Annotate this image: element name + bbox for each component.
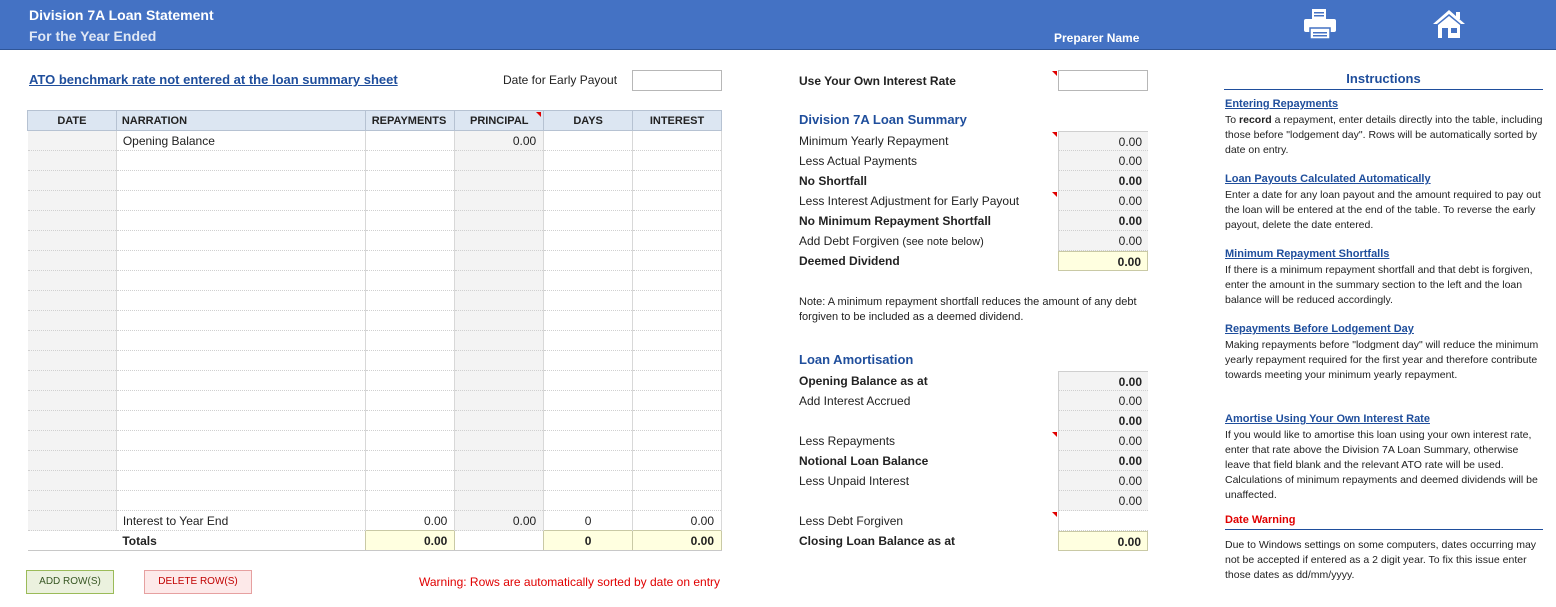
cell-narration[interactable] [116,291,366,311]
cell-date[interactable] [28,291,117,311]
instruction-text: Enter a date for any loan payout and the amount required to pay out the loan will be entered at the end of the table. To reverse the early payout, delete the date entered. [1225,189,1541,231]
cell-interest [633,431,722,451]
table-header-row [28,111,722,131]
cell-narration[interactable]: Opening Balance [116,131,366,151]
cell-principal: 0.00 [455,511,544,531]
cell-interest [633,231,722,251]
summary-value: 0.00 [1058,171,1148,191]
cell-repayments[interactable] [366,291,455,311]
table-row [28,171,722,191]
repayments-table [27,110,722,551]
cell-narration[interactable] [116,231,366,251]
cell-days [544,471,633,491]
cell-repayments[interactable] [366,451,455,471]
cell-narration[interactable] [116,371,366,391]
table-row [28,351,722,371]
cell-days [544,371,633,391]
cell-interest [633,411,722,431]
benchmark-rate-warning-link[interactable]: ATO benchmark rate not entered at the loan summary sheet [29,72,398,87]
cell-interest [633,251,722,271]
cell-principal[interactable] [455,351,544,371]
instruction-heading[interactable]: Amortise Using Your Own Interest Rate [1225,413,1430,425]
cell-date[interactable] [28,471,117,491]
cell-date[interactable] [28,271,117,291]
cell-repayments[interactable] [366,351,455,371]
table-row [28,391,722,411]
cell-date[interactable] [28,391,117,411]
cell-interest [633,451,722,471]
cell-interest [633,171,722,191]
cell-interest [633,151,722,171]
instruction-heading[interactable]: Repayments Before Lodgement Day [1225,323,1414,335]
cell-interest [633,211,722,231]
cell-principal[interactable] [455,271,544,291]
instruction-heading[interactable]: Loan Payouts Calculated Automatically [1225,173,1431,185]
cell-days [544,291,633,311]
table-row [28,431,722,451]
cell-principal[interactable] [455,151,544,171]
table-row-interest-to-year-end [28,511,722,531]
cell-principal[interactable] [455,391,544,411]
cell-principal[interactable] [455,291,544,311]
cell-days [544,331,633,351]
column-header-narration: NARRATION [116,111,366,131]
cell-principal[interactable] [455,311,544,331]
printer-icon[interactable] [1302,8,1338,40]
cell-interest [633,311,722,331]
table-row [28,311,722,331]
cell-interest [633,271,722,291]
summary-row-less-interest-adjustment [795,191,1148,211]
comment-marker-icon [536,112,541,117]
summary-row-add-debt-forgiven [795,231,1148,251]
column-header-repayments: REPAYMENTS [366,111,455,131]
loan-amortisation-title: Loan Amortisation [799,352,914,367]
summary-value[interactable]: 0.00 [1058,191,1148,211]
summary-label: No Minimum Repayment Shortfall [799,214,992,228]
cell-narration[interactable] [116,311,366,331]
amortisation-label: Closing Loan Balance as at [799,534,956,548]
cell-repayments[interactable] [366,371,455,391]
cell-days [544,251,633,271]
table-row [28,471,722,491]
cell-narration[interactable] [116,191,366,211]
summary-label: No Shortfall [799,174,867,188]
summary-label: Minimum Yearly Repayment [799,134,949,148]
column-header-principal: PRINCIPAL [455,111,544,131]
cell-principal[interactable] [455,411,544,431]
summary-value: 0.00 [1058,151,1148,171]
date-warning-text: Due to Windows settings on some computers, dates occurring may not be accepted if entered as a 2 digit year. To fix this issue enter those dates as dd/mm/yyyy. [1225,539,1537,581]
amortisation-value[interactable] [1058,511,1148,531]
cell-date[interactable] [28,331,117,351]
amortisation-row [795,471,1148,491]
amortisation-value: 0.00 [1058,471,1148,491]
cell-date[interactable] [28,431,117,451]
home-icon[interactable] [1431,8,1467,40]
summary-row-no-shortfall [795,171,1148,191]
summary-value: 0.00 [1058,211,1148,231]
cell-repayments[interactable] [366,171,455,191]
cell-days [544,451,633,471]
cell-repayments[interactable] [366,131,455,151]
table-row [28,211,722,231]
cell-interest [633,371,722,391]
table-row-opening [28,131,722,151]
cell-repayments[interactable] [366,191,455,211]
cell-date[interactable] [28,191,117,211]
amortisation-row [795,371,1148,391]
page-title: Division 7A Loan Statement [29,7,214,23]
amortisation-label: Opening Balance as at [799,374,928,388]
summary-row-no-minimum-repayment-shortfall [795,211,1148,231]
table-row [28,151,722,171]
amortisation-row [795,531,1148,551]
cell-days [544,171,633,191]
cell-narration: Interest to Year End [116,511,366,531]
cell-principal[interactable] [455,431,544,451]
cell-days [544,431,633,451]
cell-repayments[interactable] [366,271,455,291]
amortisation-row [795,451,1148,471]
cell-principal[interactable] [455,171,544,191]
table-row [28,451,722,471]
cell-repayments[interactable] [366,471,455,491]
amortisation-value: 0.00 [1058,451,1148,471]
cell-interest [633,131,722,151]
summary-value: 0.00 [1058,251,1148,271]
cell-blank [28,531,117,551]
cell-narration[interactable] [116,431,366,451]
amortisation-row [795,491,1148,511]
cell-date[interactable] [28,451,117,471]
early-payout-date-input[interactable] [632,70,722,91]
summary-value: 0.00 [1058,131,1148,151]
amortisation-row [795,391,1148,411]
cell-narration[interactable] [116,491,366,511]
column-header-days: DAYS [544,111,633,131]
amortisation-label: Less Repayments [799,434,896,448]
cell-days [544,271,633,291]
amortisation-row [795,411,1148,431]
cell-date[interactable] [28,151,117,171]
cell-principal[interactable]: 0.00 [455,131,544,151]
cell-date[interactable] [28,491,117,511]
summary-note: Note: A minimum repayment shortfall reduces the amount of any debt forgiven to be included as a deemed dividend. [799,296,1137,323]
table-row [28,331,722,351]
amortisation-value: 0.00 [1058,491,1148,511]
table-row [28,191,722,211]
cell-interest [633,191,722,211]
summary-row-less-actual-payments [795,151,1148,171]
total-repayments: 0.00 [366,531,455,551]
summary-label: Add Debt Forgiven (see note below) [799,234,984,248]
instructions-title: Instructions [1224,71,1543,90]
table-row [28,271,722,291]
cell-days [544,411,633,431]
cell-principal[interactable] [455,371,544,391]
cell-principal[interactable] [455,231,544,251]
cell-narration[interactable] [116,151,366,171]
comment-marker-icon [1052,132,1057,137]
instruction-text: Making repayments before "lodgment day" will reduce the minimum yearly repayment required for the first year and therefore contribute towards meeting your minimum yearly repayment. [1225,339,1539,381]
cell-narration[interactable] [116,251,366,271]
cell-days: 0 [544,511,633,531]
table-row [28,411,722,431]
cell-principal[interactable] [455,451,544,471]
table-row-totals [28,531,722,551]
add-rows-button[interactable]: ADD ROW(S) [26,570,114,594]
cell-narration[interactable] [116,411,366,431]
cell-narration[interactable] [116,211,366,231]
preparer-name-label: Preparer Name [1054,31,1140,45]
comment-marker-icon [1052,71,1057,76]
amortisation-row [795,511,1148,531]
cell-narration[interactable] [116,451,366,471]
date-warning-title: Date Warning [1225,514,1543,530]
cell-days [544,351,633,371]
instruction-text: If you would like to amortise this loan using your own interest rate, enter that rate above the Division 7A Loan Summary, otherwise leave that field blank and the relevant ATO rate will be used. Calculations of minimum repayments and deemed dividends will be unaffected. [1225,429,1538,501]
cell-interest [633,491,722,511]
cell-principal[interactable] [455,251,544,271]
cell-date[interactable] [28,411,117,431]
page-subtitle: For the Year Ended [29,28,157,44]
cell-interest [633,351,722,371]
cell-narration[interactable] [116,351,366,371]
own-interest-rate-label: Use Your Own Interest Rate [799,74,956,88]
cell-repayments[interactable] [366,431,455,451]
instruction-text: If there is a minimum repayment shortfall and that debt is forgiven, enter the amount in the summary section to the left and the loan balance will be reduced accordingly. [1225,264,1533,306]
amortisation-value: 0.00 [1058,431,1148,451]
cell-days [544,191,633,211]
cell-interest [633,291,722,311]
amortisation-value: 0.00 [1058,391,1148,411]
cell-principal[interactable] [455,491,544,511]
summary-label: Less Interest Adjustment for Early Payout [799,194,1020,208]
cell-days [544,391,633,411]
cell-interest [633,471,722,491]
loan-summary-title: Division 7A Loan Summary [799,112,967,127]
amortisation-label: Notional Loan Balance [799,454,929,468]
cell-date[interactable] [28,211,117,231]
column-header-date: DATE [28,111,117,131]
cell-date[interactable] [28,171,117,191]
amortisation-label: Less Unpaid Interest [799,474,910,488]
cell-narration[interactable] [116,471,366,491]
instruction-heading[interactable]: Minimum Repayment Shortfalls [1225,248,1390,260]
cell-repayments[interactable] [366,311,455,331]
cell-days [544,131,633,151]
comment-marker-icon [1052,432,1057,437]
cell-days [544,151,633,171]
cell-interest [633,391,722,411]
cell-repayments[interactable] [366,231,455,251]
cell-repayments: 0.00 [366,511,455,531]
column-header-interest: INTEREST [633,111,722,131]
table-row [28,251,722,271]
cell-narration[interactable] [116,331,366,351]
cell-date[interactable] [28,371,117,391]
header-bar [0,0,1556,50]
comment-marker-icon [1052,192,1057,197]
cell-repayments[interactable] [366,211,455,231]
cell-date [28,511,117,531]
cell-repayments[interactable] [366,411,455,431]
early-payout-label: Date for Early Payout [503,73,618,87]
summary-value[interactable]: 0.00 [1058,231,1148,251]
totals-label: Totals [116,531,366,551]
summary-label: Less Actual Payments [799,154,918,168]
amortisation-label: Add Interest Accrued [799,394,911,408]
cell-principal[interactable] [455,331,544,351]
total-interest: 0.00 [633,531,722,551]
cell-repayments[interactable] [366,391,455,411]
cell-narration[interactable] [116,391,366,411]
cell-repayments[interactable] [366,251,455,271]
table-row [28,291,722,311]
cell-date[interactable] [28,231,117,251]
cell-principal[interactable] [455,211,544,231]
cell-narration[interactable] [116,171,366,191]
table-row [28,371,722,391]
amortisation-value: 0.00 [1058,371,1148,391]
cell-repayments[interactable] [366,331,455,351]
cell-repayments[interactable] [366,151,455,171]
cell-date[interactable] [28,311,117,331]
cell-principal[interactable] [455,191,544,211]
cell-narration[interactable] [116,271,366,291]
cell-days [544,311,633,331]
amortisation-value: 0.00 [1058,411,1148,431]
amortisation-value: 0.00 [1058,531,1148,551]
instruction-heading[interactable]: Entering Repayments [1225,98,1339,110]
amortisation-label: Less Debt Forgiven [799,514,904,528]
own-interest-rate-input[interactable] [1058,70,1148,91]
cell-days [544,231,633,251]
cell-date[interactable] [28,131,117,151]
amortisation-row [795,431,1148,451]
cell-interest [633,331,722,351]
cell-repayments[interactable] [366,491,455,511]
cell-days [544,211,633,231]
comment-marker-icon [1052,512,1057,517]
instruction-text: To record a repayment, enter details directly into the table, including those before "lodgement day". Rows will be automatically sorted by date on entry. [1225,114,1543,156]
table-row [28,491,722,511]
total-days: 0 [544,531,633,551]
table-row [28,231,722,251]
summary-label: Deemed Dividend [799,254,900,268]
cell-days [544,491,633,511]
cell-principal[interactable] [455,471,544,491]
sort-warning-text: Warning: Rows are automatically sorted by date on entry [419,575,721,589]
cell-blank [455,531,544,551]
summary-row-minimum-yearly-repayment [795,131,1148,151]
summary-row-deemed-dividend [795,251,1148,271]
cell-date[interactable] [28,251,117,271]
delete-rows-button[interactable]: DELETE ROW(S) [144,570,252,594]
cell-date[interactable] [28,351,117,371]
cell-interest: 0.00 [633,511,722,531]
